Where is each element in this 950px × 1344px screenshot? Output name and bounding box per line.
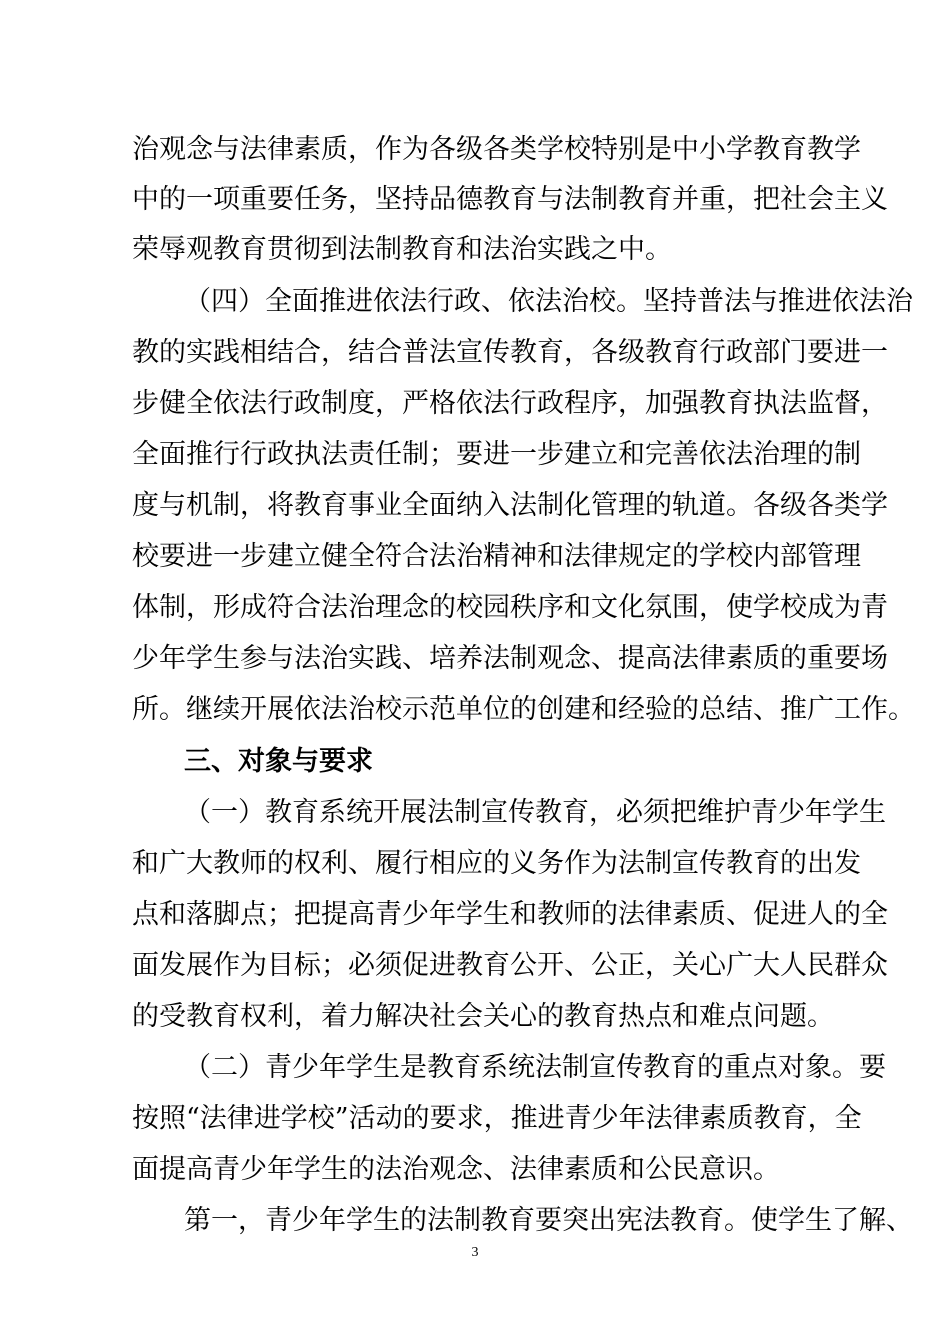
text-line: 面发展作为目标；必须促进教育公开、公正，关心广大人民群众 — [132, 950, 888, 981]
text-line: 度与机制，将教育事业全面纳入法制化管理的轨道。各级各类学 — [132, 490, 888, 521]
text-line: 第一，青少年学生的法制教育要突出宪法教育。使学生了解、 — [184, 1205, 913, 1236]
page-number: 3 — [471, 1245, 479, 1260]
text-line: 中的一项重要任务，坚持品德教育与法制教育并重，把社会主义 — [132, 184, 888, 215]
text-line: 治观念与法律素质，作为各级各类学校特别是中小学教育教学 — [132, 134, 861, 165]
text-line: 教的实践相结合，结合普法宣传教育，各级教育行政部门要进一 — [132, 337, 888, 368]
text-line: 步健全依法行政制度，严格依法行政程序，加强教育执法监督， — [132, 388, 888, 419]
text-line: （一）教育系统开展法制宣传教育，必须把维护青少年学生 — [184, 797, 886, 828]
text-line: 全面推行行政执法责任制；要进一步建立和完善依法治理的制 — [132, 439, 861, 470]
text-line: 的受教育权利，着力解决社会关心的教育热点和难点问题。 — [132, 1001, 834, 1032]
text-line: （四）全面推进依法行政、依法治校。坚持普法与推进依法治 — [184, 286, 913, 317]
text-line: 少年学生参与法治实践、培养法制观念、提高法律素质的重要场 — [132, 643, 888, 674]
section-heading: 三、对象与要求 — [184, 746, 373, 777]
text-line: 和广大教师的权利、履行相应的义务作为法制宣传教育的出发 — [132, 848, 861, 879]
text-line: （二）青少年学生是教育系统法制宣传教育的重点对象。要 — [184, 1052, 886, 1083]
text-line: 点和落脚点；把提高青少年学生和教师的法律素质、促进人的全 — [132, 899, 888, 930]
text-line: 荣辱观教育贯彻到法制教育和法治实践之中。 — [132, 234, 672, 265]
text-line: 体制，形成符合法治理念的校园秩序和文化氛围，使学校成为青 — [132, 592, 888, 623]
text-line: 校要进一步建立健全符合法治精神和法律规定的学校内部管理 — [132, 541, 861, 572]
text-line: 所。继续开展依法治校示范单位的创建和经验的总结、推广工作。 — [132, 694, 915, 725]
text-line: 面提高青少年学生的法治观念、法律素质和公民意识。 — [132, 1154, 780, 1185]
text-line: 按照“法律进学校”活动的要求，推进青少年法律素质教育，全 — [132, 1103, 862, 1134]
